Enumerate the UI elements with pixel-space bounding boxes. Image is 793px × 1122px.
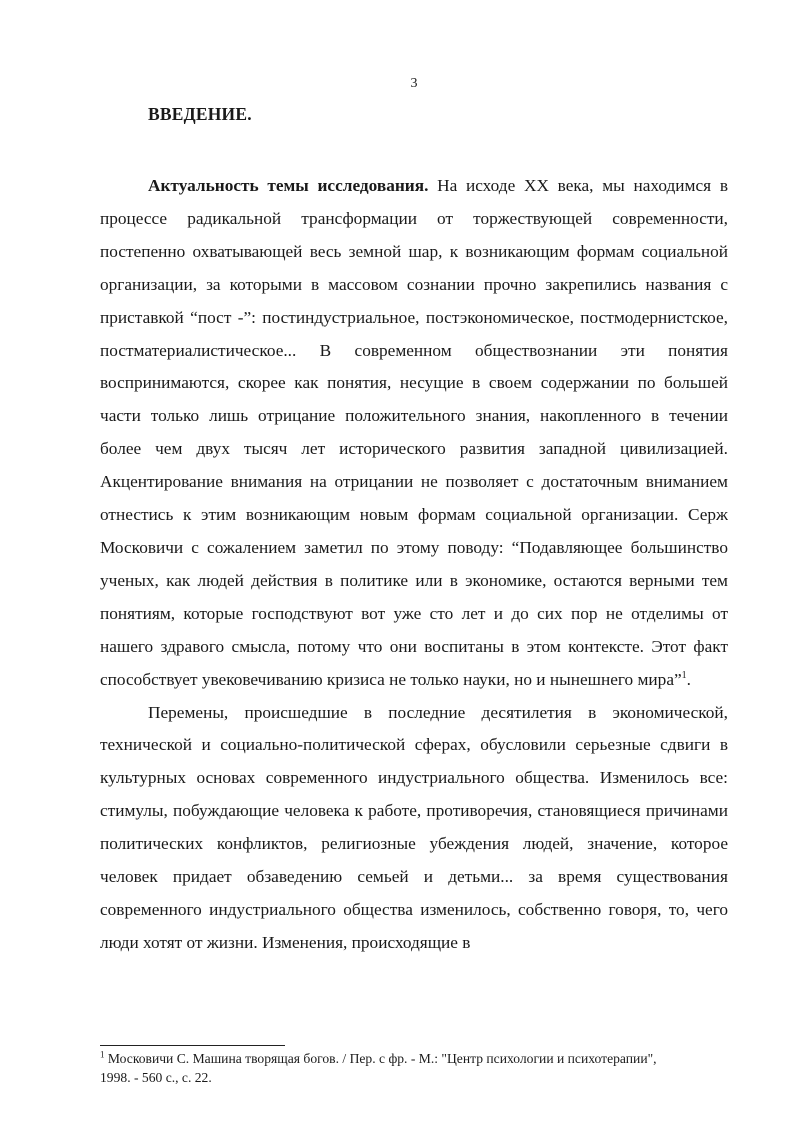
footnote-text: Московичи С. Машина творящая богов. / Пер. с фр. - М.: "Центр психологии и психотерапии", 1998. - 560 с., с. 22.: [100, 1051, 657, 1085]
paragraph-relevance: [100, 170, 728, 697]
page-number: 3: [410, 76, 418, 91]
changes-text: Перемены, происшедшие в последние десятилетия в экономической, технической и социально-политической сферах, обусловили серьезные сдвиги в культурных основах современного индустриального общества. Изменилось все: стимулы, побуждающие человека к работе, противоречия, становящиеся причинами политических конфликтов, религиозные убеждения людей, значение, которое человек придает обзаведению семьей и детьми... за время существования современного индустриального общества изменилось, собственно говоря, то, чего люди хотят от жизни. Изменения, происходящие в: [100, 702, 728, 952]
section-heading: ВВЕДЕНИЕ.: [148, 104, 252, 124]
footnote-marker: 1: [100, 1049, 105, 1060]
relevance-text: На исходе XX века, мы находимся в процессе радикальной трансформации от торжествующей современности, постепенно охватывающей весь земной шар, к возникающим формам социальной организации, за которыми в массовом сознании прочно закрепились названия с приставкой “пост -”: постиндустриальное, постэкономическое, постмодернистское, постматериалистическое... В современном обществознании эти понятия воспринимаются, скорее как понятия, несущие в своем содержании по большей части только лишь отрицание положительного знания, накопленного в течении более чем двух тысяч лет исторического развития западной цивилизацией. Акцентирование внимания на отрицании не позволяет с достаточным вниманием отнестись к этим возникающим новым формам социальной организации. Серж Московичи с сожалением заметил по этому поводу: “Подавляющее большинство ученых, как людей действия в политике или в экономике, остаются верными тем понятиям, которые господствуют вот уже сто лет и до сих пор не отделимы от нашего здравого смысла, потому что они воспитаны в этом контексте. Этот факт способствует увековечиванию кризиса не только науки, но и нынешнего мира”: [100, 176, 728, 689]
body-text: [100, 170, 728, 960]
footnote: [100, 1049, 660, 1087]
paragraph-changes: [100, 697, 728, 960]
relevance-tail: .: [686, 669, 691, 689]
footnote-divider: [100, 1045, 285, 1046]
footnote-reference[interactable]: 1: [681, 669, 687, 681]
relevance-lead: Актуальность темы исследования.: [148, 176, 429, 195]
